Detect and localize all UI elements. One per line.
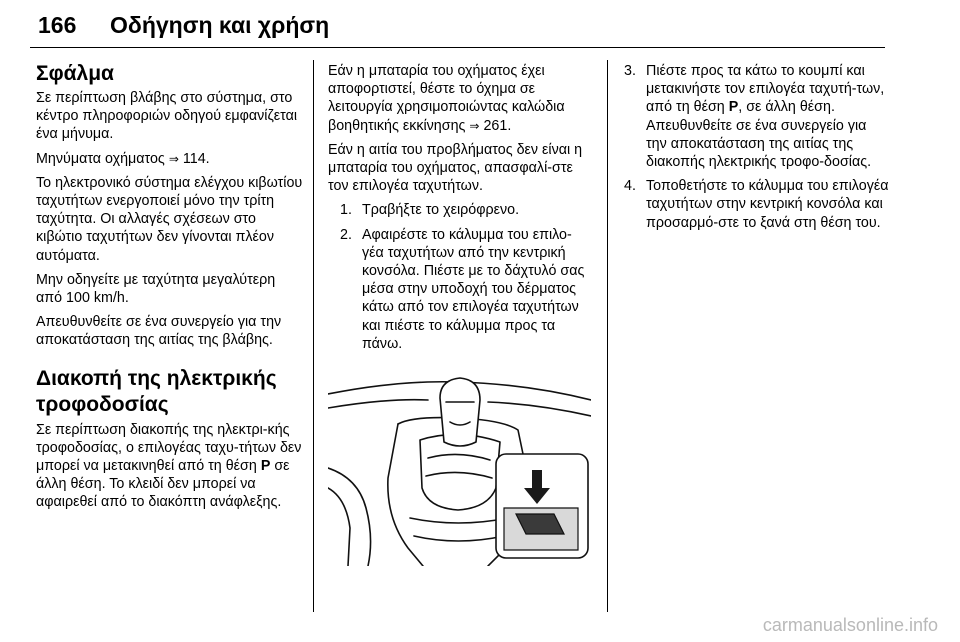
console-panel-line (414, 536, 504, 541)
reference-arrow-icon: ⇒ (168, 151, 179, 166)
column-1 (36, 62, 304, 518)
paragraph-third-gear: Το ηλεκτρονικό σύστημα ελέγχου κιβωτίου ταχυτήτων ενεργοποιεί μόνο την τρίτη ταχύτητα. Οι αλλαγές σχέσεων στο κιβώτιο ταχυτήτων δεν γίνονται πλέον αυτόματα. (36, 174, 303, 264)
boot-fold (426, 472, 492, 478)
heading-power-interruption: Διακοπή της ηλεκτρικής τροφοδοσίας (36, 366, 277, 416)
left-seat-line (328, 488, 350, 566)
paragraph-release-selector: Εάν η αιτία του προβλήματος δεν είναι η μπαταρία του οχήματος, απασφαλί-στε τον επιλογέα ταχυτήτων. (328, 141, 583, 195)
gear-selector-illustration (328, 358, 591, 566)
dashboard-line (488, 402, 591, 416)
console-panel-line (410, 518, 508, 523)
detail-inset (496, 454, 588, 558)
list-item: 1. Τραβήξτε το χειρόφρενο. (340, 202, 520, 219)
column-2 (328, 62, 592, 359)
paragraph-battery: Εάν η μπαταρία του οχήματος έχει αποφορτιστεί, θέστε το όχημα σε λειτουργία χρησιμοποιώντας καλώδια βοηθητικής εκκίνησης ⇒ 261. (328, 63, 565, 134)
position-p-label: P (260, 458, 271, 475)
list-item: 3. Πιέστε προς τα κάτω το κουμπί και μετακινήστε τον επιλογέα ταχυτή-των, από τη θέση P, σε άλλη θέση. Απευθυνθείτε σε ένα συνεργείο για την αποκατάσταση της αιτίας της διακοπής ηλεκτρικής τροφο-δοσίας. (624, 63, 885, 171)
dashboard-line (328, 400, 428, 408)
console-outline (388, 424, 423, 566)
paragraph-vehicle-messages (36, 150, 304, 168)
gear-selector-drawing (328, 358, 591, 566)
column-divider-right (607, 60, 608, 612)
heading-fault: Σφάλμα (36, 62, 114, 85)
header-rule (30, 47, 885, 48)
vehicle-messages-page-ref[interactable]: 114. (182, 150, 210, 167)
paragraph-workshop: Απευθυνθείτε σε ένα συνεργείο για την αποκατάσταση της αιτίας της βλάβης. (36, 314, 282, 349)
jump-start-page-ref[interactable]: 261. (483, 117, 512, 134)
page-header (30, 10, 930, 48)
list-item: 2. Αφαιρέστε το κάλυμμα του επιλο-γέα ταχυτήτων από την κεντρική κονσόλα. Πιέστε με το δάχτυλό σας μέσα στην υποδοχή του δέρματος κάτω από τον επιλογέα ταχυτήτων και πιέστε το κάλυμμα προς τα πάνω. (340, 226, 585, 352)
vehicle-messages-text: Μηνύματα οχήματος (36, 150, 165, 167)
paragraph-power-interruption: Σε περίπτωση διακοπής της ηλεκτρι-κής τροφοδοσίας, ο επιλογέας ταχυ-τήτων δεν μπορεί να μετακινηθεί από τη θέση P σε άλλη θέση. Το κλειδί δεν μπορεί να αφαιρεθεί από το διακόπτη ανάφλεξης. (36, 421, 302, 511)
column-3 (624, 62, 889, 238)
position-p-label: P (728, 99, 739, 116)
column-divider-left (313, 60, 314, 612)
reference-arrow-icon: ⇒ (469, 118, 480, 133)
boot-fold (428, 454, 490, 460)
list-item: 4. Τοποθετήστε το κάλυμμα του επιλογέα ταχυτήτων στην κεντρική κονσόλα και προσαρμό-στε το ξανά στη θέση του. (624, 178, 889, 231)
watermark: carmanualsonline.info (762, 615, 938, 635)
paragraph-fault-message: Σε περίπτωση βλάβης στο σύστημα, στο κέντρο πληροφοριών οδηγού εμφανίζεται ένα μήνυμα. (36, 90, 298, 143)
gear-knob (440, 378, 480, 446)
page-number: 166 (38, 12, 77, 38)
section-title: Οδήγηση και χρήση (110, 12, 330, 38)
paragraph-speed-limit: Μην οδηγείτε με ταχύτητα μεγαλύτερη από 100 km/h. (36, 271, 276, 307)
steps-list-2 (624, 62, 889, 232)
steps-list-1 (328, 201, 592, 353)
